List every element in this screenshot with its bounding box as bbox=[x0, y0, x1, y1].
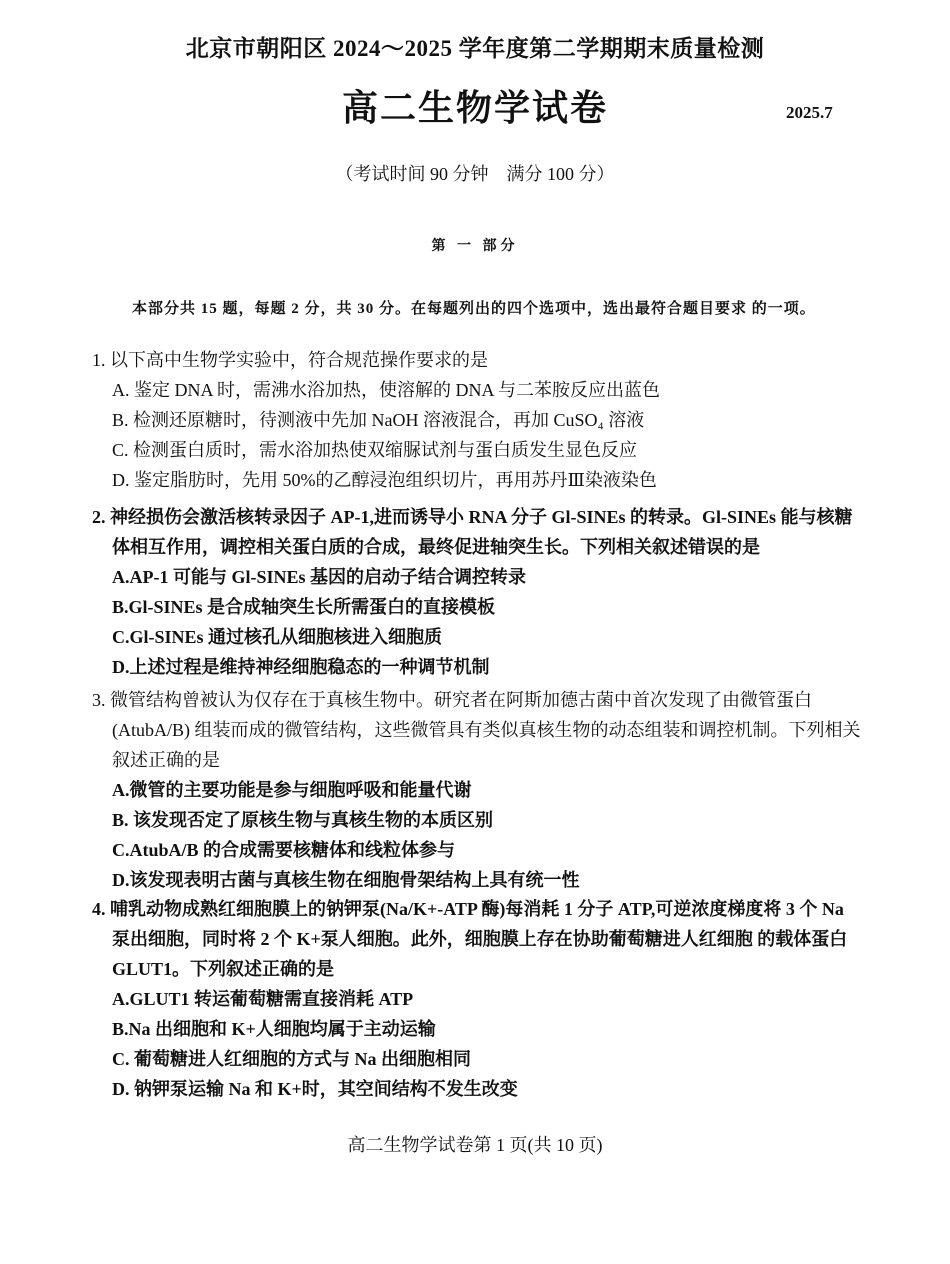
exam-date: 2025.7 bbox=[786, 103, 833, 122]
option-b: B. 检测还原糖时，待测液中先加 NaOH 溶液混合，再加 CuSO₄ 溶液 bbox=[112, 410, 645, 430]
page-footer: 高二生物学试卷第 1 页(共 10 页) bbox=[347, 1135, 603, 1155]
option-d: D. 钠钾泵运输 Na 和 K+时，其空间结构不发生改变 bbox=[112, 1079, 518, 1099]
option-c: C. 葡萄糖进人红细胞的方式与 Na 出细胞相同 bbox=[112, 1049, 471, 1069]
option-a: A.GLUT1 转运葡萄糖需直接消耗 ATP bbox=[112, 989, 414, 1009]
question-4 bbox=[92, 894, 862, 1104]
page-title: 高二生物学试卷 bbox=[341, 88, 608, 128]
option-d: D. 鉴定脂肪时，先用 50%的乙醇浸泡组织切片，再用苏丹Ⅲ染液染色 bbox=[112, 470, 657, 490]
section-title: 第 一 部分 bbox=[431, 239, 519, 254]
exam-name-heading: 北京市朝阳区 2024～2025 学年度第二学期期末质量检测 bbox=[185, 36, 765, 61]
option-b: B.Na 出细胞和 K+人细胞均属于主动运输 bbox=[112, 1019, 436, 1039]
question-stem: 1. 以下高中生物学实验中，符合规范操作要求的是 bbox=[92, 350, 488, 370]
option-c: C.Gl-SINEs 通过核孔从细胞核进入细胞质 bbox=[112, 627, 443, 647]
option-a: A.微管的主要功能是参与细胞呼吸和能量代谢 bbox=[112, 780, 472, 800]
option-c: C. 检测蛋白质时，需水浴加热使双缩脲试剂与蛋白质发生显色反应 bbox=[112, 440, 638, 460]
question-stem: 4. 哺乳动物成熟红细胞膜上的钠钾泵(Na/K+-ATP 酶)每消耗 1 分子 ATP,可逆浓度梯度将 3 个 Na 泵出细胞，同时将 2 个 K+泵人细胞。此外，细胞膜上存在协助葡萄糖进人红细胞 的载体蛋白 GLUT1。下列叙述正确的是 bbox=[92, 899, 848, 979]
option-d: D.该发现表明古菌与真核生物在细胞骨架结构上具有统一性 bbox=[112, 870, 580, 890]
option-a: A. 鉴定 DNA 时，需沸水浴加热，使溶解的 DNA 与二苯胺反应出蓝色 bbox=[112, 380, 661, 400]
option-b: B.Gl-SINEs 是合成轴突生长所需蛋白的直接模板 bbox=[112, 597, 496, 617]
option-a: A.AP-1 可能与 Gl-SINEs 基因的启动子结合调控转录 bbox=[112, 567, 527, 587]
question-stem: 3. 微管结构曾被认为仅存在于真核生物中。研究者在阿斯加德古菌中首次发现了由微管蛋白(AtubA/B) 组装而成的微管结构，这些微管具有类似真核生物的动态组装和调控机制。下列相关叙述正确的是 bbox=[92, 690, 861, 770]
option-c: C.AtubA/B 的合成需要核糖体和线粒体参与 bbox=[112, 840, 456, 860]
exam-time-info: （考试时间 90 分钟 满分 100 分） bbox=[335, 164, 615, 184]
section-instructions: 本部分共 15 题，每题 2 分，共 30 分。在每题列出的四个选项中，选出最符合题目要求 的一项。 bbox=[132, 301, 816, 317]
question-3 bbox=[92, 685, 862, 895]
question-1 bbox=[92, 345, 862, 495]
question-2 bbox=[92, 502, 862, 682]
question-stem: 2. 神经损伤会激活核转录因子 AP-1,进而诱导小 RNA 分子 Gl-SINEs 的转录。Gl-SINEs 能与核糖 体相互作用，调控相关蛋白质的合成，最终促进轴突生长。下列相关叙述错误的是 bbox=[92, 507, 853, 557]
option-b: B. 该发现否定了原核生物与真核生物的本质区别 bbox=[112, 810, 494, 830]
option-d: D.上述过程是维持神经细胞稳态的一种调节机制 bbox=[112, 657, 490, 677]
